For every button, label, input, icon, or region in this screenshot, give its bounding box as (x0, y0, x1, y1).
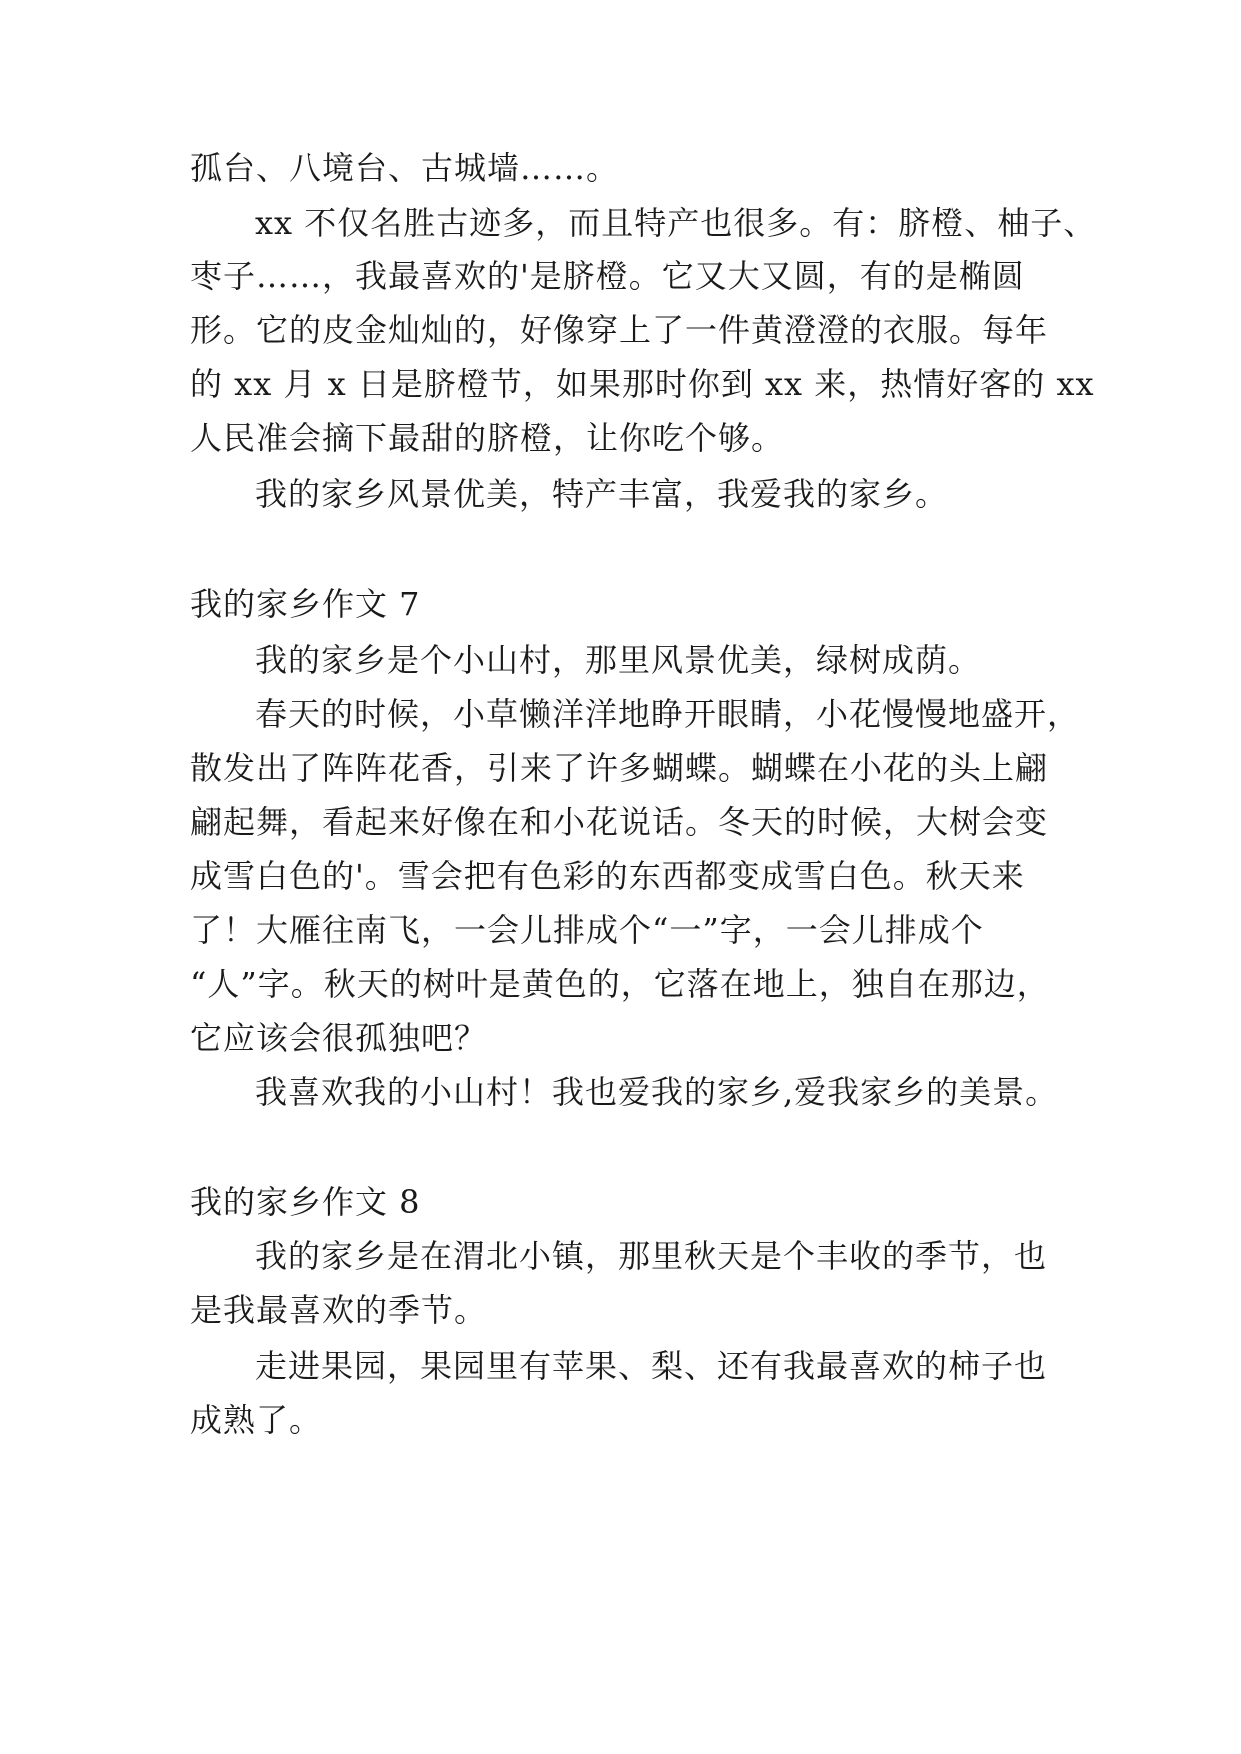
paragraph-line: 春天的时候，小草懒洋洋地睁开眼睛，小花慢慢地盛开， (255, 695, 1081, 733)
paragraph-line: 我喜欢我的小山村！我也爱我的家乡,爱我家乡的美景。 (255, 1073, 1059, 1111)
paragraph-line: 翩起舞，看起来好像在和小花说话。冬天的时候，大树会变 (190, 803, 1049, 841)
paragraph-line: 人民准会摘下最甜的脐橙，让你吃个够。 (190, 419, 785, 457)
paragraph-line: 了！大雁往南飞，一会儿排成个“一”字，一会儿排成个 (190, 911, 984, 949)
paragraph-line: 形。它的皮金灿灿的，好像穿上了一件黄澄澄的衣服。每年 (190, 311, 1049, 349)
paragraph-line: 走进果园，果园里有苹果、梨、还有我最喜欢的柿子也 (255, 1347, 1048, 1385)
paragraph-line: “人”字。秋天的树叶是黄色的，它落在地上，独自在那边， (190, 965, 1050, 1003)
paragraph-line: 成雪白色的'。雪会把有色彩的东西都变成雪白色。秋天来 (190, 857, 1025, 895)
paragraph-line: 的 xx 月 x 日是脐橙节，如果那时你到 xx 来，热情好客的 xx (190, 365, 1095, 403)
section-heading: 我的家乡作文 8 (190, 1183, 421, 1221)
paragraph-line: 是我最喜欢的季节。 (190, 1291, 488, 1329)
paragraph-line: xx 不仅名胜古迹多，而且特产也很多。有：脐橙、柚子、 (255, 204, 1097, 242)
paragraph-line: 我的家乡是个小山村，那里风景优美，绿树成荫。 (255, 641, 982, 679)
paragraph-line: 我的家乡是在渭北小镇，那里秋天是个丰收的季节，也 (255, 1237, 1048, 1275)
paragraph-line: 成熟了。 (190, 1401, 323, 1439)
section-heading: 我的家乡作文 7 (190, 585, 421, 623)
paragraph-line: 孤台、八境台、古城墙……。 (190, 149, 620, 187)
paragraph-line: 散发出了阵阵花香，引来了许多蝴蝶。蝴蝶在小花的头上翩 (190, 749, 1049, 787)
paragraph-line: 我的家乡风景优美，特产丰富，我爱我的家乡。 (255, 475, 949, 513)
paragraph-line: 它应该会很孤独吧？ (190, 1019, 488, 1057)
paragraph-line: 枣子……，我最喜欢的'是脐橙。它又大又圆，有的是椭圆 (190, 257, 1025, 295)
